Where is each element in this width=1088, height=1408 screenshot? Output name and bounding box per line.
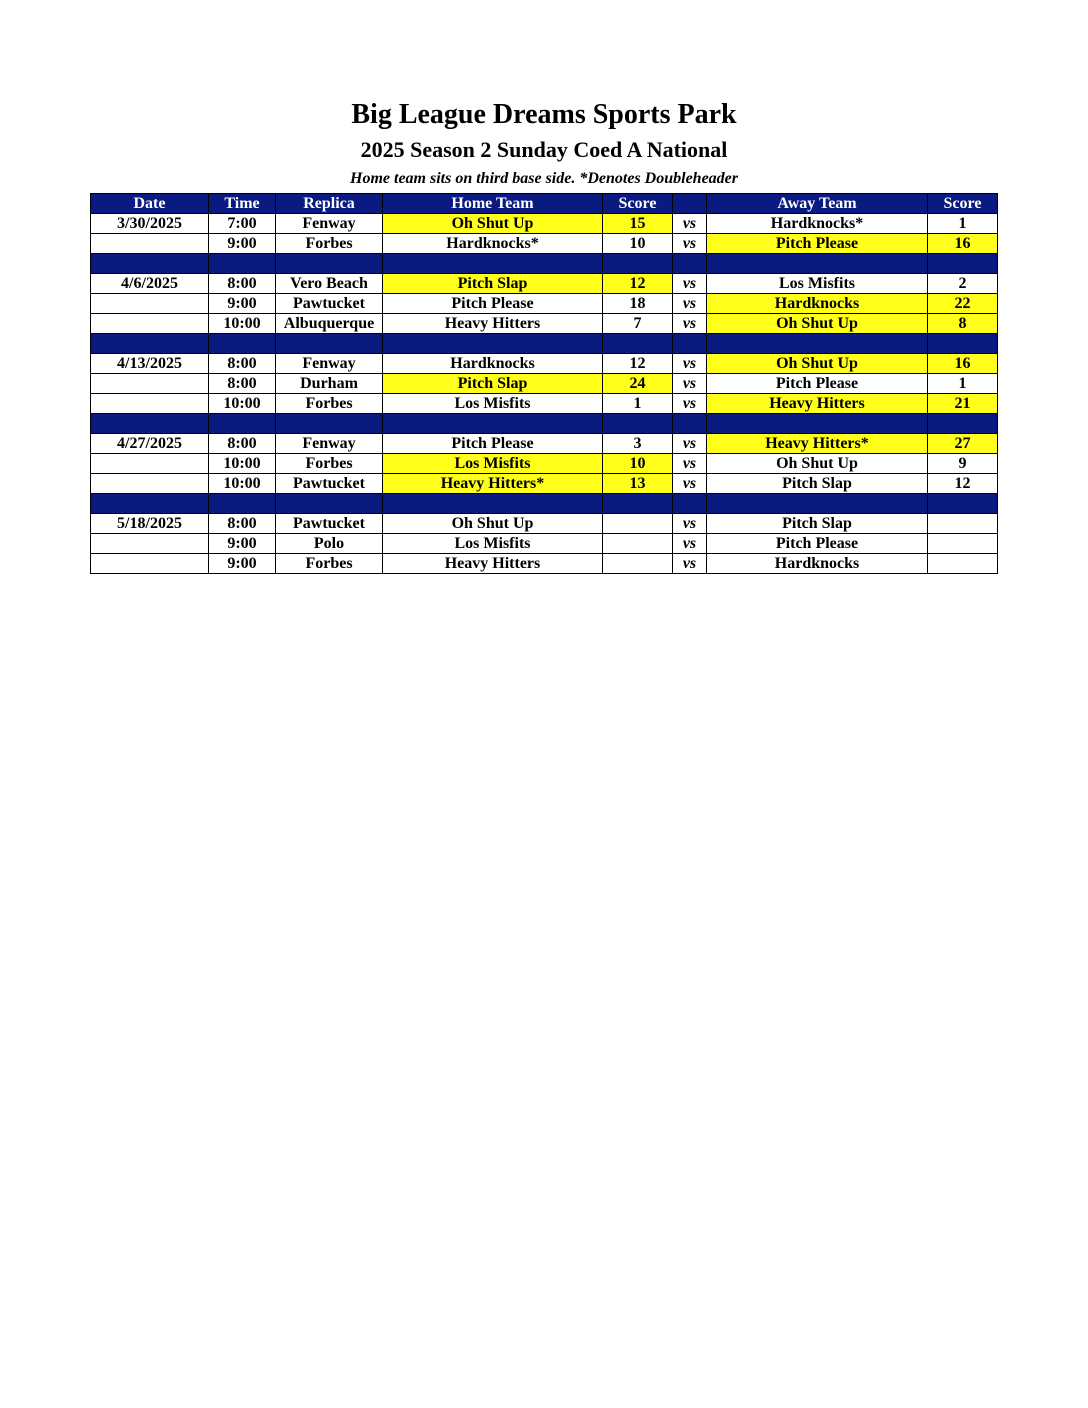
game-time: 10:00 [209,474,276,494]
vs-label: vs [673,514,707,534]
game-time: 10:00 [209,454,276,474]
separator-cell [673,254,707,274]
game-time: 8:00 [209,434,276,454]
game-date [91,394,209,414]
away-team: Oh Shut Up [707,454,928,474]
separator-cell [383,334,603,354]
game-time: 8:00 [209,514,276,534]
separator-cell [383,494,603,514]
column-header-home-team: Home Team [383,194,603,214]
game-date: 3/30/2025 [91,214,209,234]
column-header-away-team: Away Team [707,194,928,214]
home-score: 24 [603,374,673,394]
away-score: 22 [928,294,998,314]
vs-label: vs [673,314,707,334]
game-date: 4/13/2025 [91,354,209,374]
home-score [603,554,673,574]
replica-field: Forbes [276,554,383,574]
vs-label: vs [673,474,707,494]
home-team: Los Misfits [383,454,603,474]
table-row [91,454,998,474]
away-team: Heavy Hitters [707,394,928,414]
home-score: 10 [603,454,673,474]
table-header-row [91,194,998,214]
column-header-time: Time [209,194,276,214]
vs-label: vs [673,354,707,374]
game-date: 4/6/2025 [91,274,209,294]
away-score: 2 [928,274,998,294]
replica-field: Fenway [276,434,383,454]
home-team: Hardknocks* [383,234,603,254]
replica-field: Vero Beach [276,274,383,294]
separator-cell [928,334,998,354]
away-score: 1 [928,214,998,234]
table-row [91,434,998,454]
separator-cell [603,334,673,354]
away-score: 27 [928,434,998,454]
table-row [91,534,998,554]
away-team: Pitch Please [707,234,928,254]
separator-cell [928,414,998,434]
home-score: 10 [603,234,673,254]
column-header-vs [673,194,707,214]
separator-cell [276,334,383,354]
game-time: 10:00 [209,314,276,334]
away-team: Oh Shut Up [707,354,928,374]
vs-label: vs [673,394,707,414]
away-team: Pitch Slap [707,514,928,534]
replica-field: Albuquerque [276,314,383,334]
game-date: 4/27/2025 [91,434,209,454]
column-header-replica: Replica [276,194,383,214]
away-team: Pitch Slap [707,474,928,494]
separator-cell [209,334,276,354]
vs-label: vs [673,374,707,394]
table-row [91,214,998,234]
separator-cell [91,414,209,434]
replica-field: Polo [276,534,383,554]
table-row [91,274,998,294]
away-team: Pitch Please [707,374,928,394]
date-separator-row [91,414,998,434]
game-date [91,554,209,574]
separator-cell [673,494,707,514]
home-score: 12 [603,354,673,374]
column-header-date: Date [91,194,209,214]
game-date [91,534,209,554]
home-team: Pitch Please [383,434,603,454]
separator-cell [209,414,276,434]
column-header-home-score: Score [603,194,673,214]
vs-label: vs [673,274,707,294]
separator-cell [673,414,707,434]
schedule-table [90,193,998,574]
away-score [928,554,998,574]
vs-label: vs [673,234,707,254]
replica-field: Pawtucket [276,474,383,494]
game-date [91,474,209,494]
date-separator-row [91,494,998,514]
game-time: 9:00 [209,534,276,554]
separator-cell [673,334,707,354]
game-date [91,234,209,254]
away-team: Heavy Hitters* [707,434,928,454]
game-time: 8:00 [209,354,276,374]
game-date: 5/18/2025 [91,514,209,534]
separator-cell [707,494,928,514]
game-date [91,374,209,394]
replica-field: Forbes [276,234,383,254]
home-team: Pitch Slap [383,374,603,394]
table-row [91,354,998,374]
away-team: Hardknocks [707,294,928,314]
home-team: Heavy Hitters [383,314,603,334]
home-team: Pitch Slap [383,274,603,294]
separator-cell [603,414,673,434]
separator-cell [276,414,383,434]
home-team: Heavy Hitters [383,554,603,574]
separator-cell [707,254,928,274]
separator-cell [707,414,928,434]
away-team: Oh Shut Up [707,314,928,334]
game-time: 8:00 [209,374,276,394]
away-score: 21 [928,394,998,414]
separator-cell [383,414,603,434]
vs-label: vs [673,294,707,314]
home-score [603,514,673,534]
page-title: Big League Dreams Sports Park [351,99,737,130]
away-score: 9 [928,454,998,474]
separator-cell [276,254,383,274]
column-header-away-score: Score [928,194,998,214]
game-time: 9:00 [209,294,276,314]
home-score: 7 [603,314,673,334]
separator-cell [928,254,998,274]
home-team: Pitch Please [383,294,603,314]
separator-cell [928,494,998,514]
game-time: 10:00 [209,394,276,414]
away-team: Pitch Please [707,534,928,554]
game-date [91,454,209,474]
game-time: 9:00 [209,234,276,254]
home-team: Los Misfits [383,394,603,414]
table-row [91,554,998,574]
replica-field: Pawtucket [276,294,383,314]
home-team: Heavy Hitters* [383,474,603,494]
home-score: 13 [603,474,673,494]
vs-label: vs [673,214,707,234]
replica-field: Pawtucket [276,514,383,534]
separator-cell [209,494,276,514]
separator-cell [209,254,276,274]
separator-cell [603,254,673,274]
replica-field: Durham [276,374,383,394]
table-row [91,314,998,334]
home-team: Hardknocks [383,354,603,374]
away-score: 16 [928,234,998,254]
game-time: 7:00 [209,214,276,234]
home-team: Oh Shut Up [383,514,603,534]
away-score: 8 [928,314,998,334]
game-date [91,314,209,334]
game-date [91,294,209,314]
replica-field: Fenway [276,214,383,234]
home-score: 1 [603,394,673,414]
away-team: Hardknocks [707,554,928,574]
home-team: Los Misfits [383,534,603,554]
separator-cell [383,254,603,274]
doubleheader-note: Home team sits on third base side. *Denotes Doubleheader [350,170,738,187]
separator-cell [603,494,673,514]
vs-label: vs [673,434,707,454]
home-score: 15 [603,214,673,234]
table-row [91,394,998,414]
home-score [603,534,673,554]
date-separator-row [91,254,998,274]
vs-label: vs [673,454,707,474]
home-score: 3 [603,434,673,454]
separator-cell [91,334,209,354]
table-row [91,294,998,314]
separator-cell [91,494,209,514]
separator-cell [276,494,383,514]
replica-field: Forbes [276,454,383,474]
page-subtitle: 2025 Season 2 Sunday Coed A National [360,137,728,162]
away-score: 16 [928,354,998,374]
away-score: 12 [928,474,998,494]
home-score: 12 [603,274,673,294]
replica-field: Forbes [276,394,383,414]
game-time: 8:00 [209,274,276,294]
away-score: 1 [928,374,998,394]
vs-label: vs [673,534,707,554]
away-score [928,534,998,554]
table-row [91,474,998,494]
separator-cell [707,334,928,354]
vs-label: vs [673,554,707,574]
table-row [91,514,998,534]
separator-cell [91,254,209,274]
table-row [91,234,998,254]
table-row [91,374,998,394]
game-time: 9:00 [209,554,276,574]
home-team: Oh Shut Up [383,214,603,234]
home-score: 18 [603,294,673,314]
date-separator-row [91,334,998,354]
replica-field: Fenway [276,354,383,374]
schedule-body [91,214,998,574]
away-team: Hardknocks* [707,214,928,234]
away-team: Los Misfits [707,274,928,294]
away-score [928,514,998,534]
